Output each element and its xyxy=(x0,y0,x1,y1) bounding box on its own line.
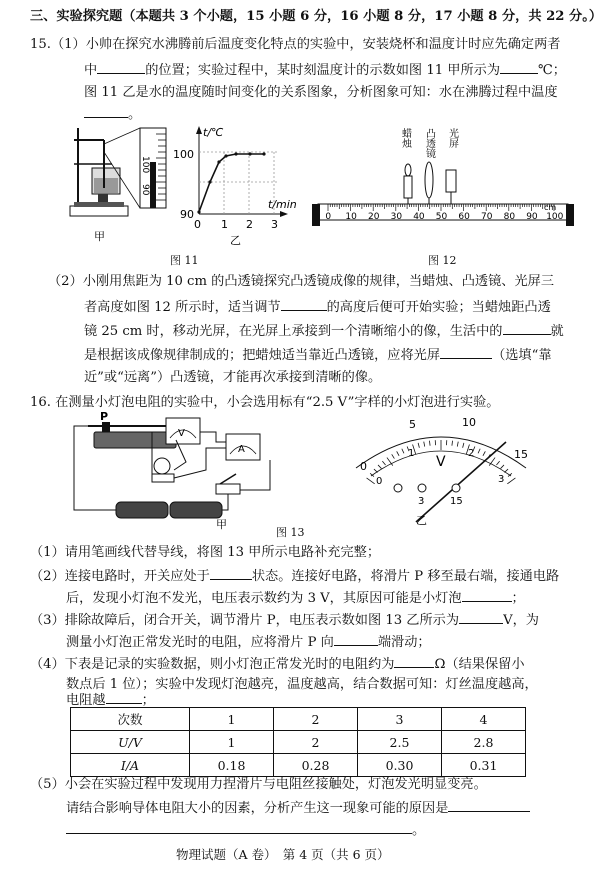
answer-blank xyxy=(106,690,142,704)
dial-inner-0: 0 xyxy=(376,476,383,487)
answer-blank xyxy=(394,654,434,668)
dial-tick xyxy=(367,478,375,484)
fig11-x2: 2 xyxy=(246,218,253,231)
ruler-label: 80 xyxy=(503,212,516,222)
screen-label: 光屏 xyxy=(446,128,458,148)
q16-s5-cont: 请结合影响导体电阻大小的因素，分析产生这一现象可能的原因是 xyxy=(66,798,530,818)
fig11-xlabel: t/min xyxy=(268,198,297,211)
dial-tick xyxy=(378,465,381,469)
fig12-caption: 图 12 xyxy=(428,254,457,267)
table-header: 4 xyxy=(442,708,526,731)
section-title: 三、实验探究题（本题共 3 个小题，15 小题 6 分，16 小题 8 分，17 小题 8 分，共 22 分。） xyxy=(30,9,603,24)
dial-tick xyxy=(463,443,464,448)
dial-tick xyxy=(374,469,378,472)
ruler-label: 90 xyxy=(526,212,538,222)
fig11-caption: 图 11 xyxy=(170,254,199,267)
fig11-jia-label: 甲 xyxy=(94,230,105,243)
answer-blank xyxy=(334,632,378,646)
answer-blank xyxy=(462,588,512,602)
dial-tick xyxy=(507,478,515,484)
q16-s4-cont: 数点后 1 位）；实验中发现灯泡越亮，温度越高，结合数据可知：灯丝温度越高， xyxy=(66,677,538,692)
q16-s5-end: 。 xyxy=(66,820,425,840)
candle-label: 蜡烛 xyxy=(399,128,411,148)
table-cell: 1 xyxy=(190,731,274,754)
table-header: 1 xyxy=(190,708,274,731)
figure-11 xyxy=(64,122,304,250)
answer-blank xyxy=(66,820,412,834)
table-cell: 0.30 xyxy=(358,754,442,777)
q15-p2-line3: 镜 25 cm 时，移动光屏，在光屏上承接到一个清晰缩小的像，生活中的 就 xyxy=(84,321,564,341)
dial-tick xyxy=(429,441,430,446)
answer-blank xyxy=(440,345,492,359)
dial-tick xyxy=(418,443,419,448)
q16-s3-cont: 测量小灯泡正常发光时的电阻，应将滑片 P 向 端滑动； xyxy=(66,632,431,652)
thermo-100-label: 100 xyxy=(140,156,150,174)
terminal-3: 3 xyxy=(418,496,425,507)
dial-tick xyxy=(392,454,395,458)
dial-tick xyxy=(397,451,399,455)
q16-s1: （1）请用笔画线代替导线，将图 13 甲所示电路补充完整； xyxy=(30,545,381,560)
thermo-90-label: 90 xyxy=(140,184,150,196)
ruler-label: 70 xyxy=(481,212,493,222)
ruler-label: 40 xyxy=(413,212,425,222)
dial-tick xyxy=(478,449,480,454)
dial-tick xyxy=(457,442,458,447)
table-cell: 2.8 xyxy=(442,731,526,754)
ruler-label: 0 xyxy=(325,212,332,222)
page-footer: 物理试题（A 卷） 第 4 页（共 6 页） xyxy=(176,847,390,862)
ruler-label: 20 xyxy=(368,212,380,222)
table-cell: 0.31 xyxy=(442,754,526,777)
ruler-label: 60 xyxy=(458,212,470,222)
ruler-label: 30 xyxy=(390,212,403,222)
q16-s5: （5）小会在实验过程中发现用力捏滑片与电阻丝接触处，灯泡发光明显变亮。 xyxy=(30,777,487,792)
fig13-jia-label: 甲 xyxy=(216,518,227,530)
fig13-yi-label: 乙 xyxy=(416,514,427,527)
ruler-label: 10 xyxy=(345,212,357,222)
answer-blank xyxy=(281,297,327,311)
fig11-x3: 3 xyxy=(271,218,278,231)
answer-blank xyxy=(500,60,538,74)
q15-p2-line4: 是根据该成像规律制成的；把蜡烛适当靠近凸透镜，应将光屏 （选填“靠 xyxy=(84,345,552,365)
dial-outer-5: 5 xyxy=(409,418,416,431)
answer-blank xyxy=(84,104,128,118)
table-header: 3 xyxy=(358,708,442,731)
dial-needle xyxy=(416,442,506,522)
dial-tick xyxy=(501,465,504,469)
figure-13 xyxy=(66,412,556,530)
dial-tick xyxy=(504,469,508,472)
unit-label: cm xyxy=(544,203,557,212)
fig11-y90: 90 xyxy=(180,208,194,221)
answer-blank xyxy=(503,321,551,335)
figure-12 xyxy=(312,118,574,228)
fig11-yi-label: 乙 xyxy=(230,234,241,247)
ammeter-label: A xyxy=(238,444,245,455)
slider-p-label: P xyxy=(100,412,109,423)
table-row xyxy=(71,754,526,777)
table-cell: 2.5 xyxy=(358,731,442,754)
answer-blank xyxy=(97,60,145,74)
answer-blank xyxy=(210,566,252,580)
dial-tick xyxy=(508,473,512,476)
dial-v-label: V xyxy=(436,454,446,470)
fig11-x1: 1 xyxy=(221,218,228,231)
q15-line2: 中 的位置；实验过程中，某时刻温度计的示数如图 11 甲所示为 ℃； xyxy=(84,60,566,80)
table-header: 次数 xyxy=(71,708,190,731)
terminal-15: 15 xyxy=(450,496,463,507)
q15-p2-line2: 者高度如图 12 所示时，适当调节 的高度后便可开始实验；当蜡烛距凸透 xyxy=(84,297,551,317)
table-row xyxy=(71,731,526,754)
fig11-y100: 100 xyxy=(173,148,194,161)
dial-tick xyxy=(452,441,453,446)
dial-tick xyxy=(496,461,499,465)
dial-tick xyxy=(424,442,425,447)
table-cell: U/V xyxy=(71,731,190,754)
dial-inner-1: 1 xyxy=(408,448,415,459)
dial-outer-15: 15 xyxy=(514,448,528,461)
q15-line1: 15.（1）小帅在探究水沸腾前后温度变化特点的实验中，安装烧杯和温度计时应先确定两者 xyxy=(30,37,561,52)
q15-line4: 。 xyxy=(84,104,141,124)
table-cell: 0.18 xyxy=(190,754,274,777)
fig11-ylabel: t/℃ xyxy=(203,126,224,139)
data-table xyxy=(70,707,526,777)
q16-intro: 16. 在测量小灯泡电阻的实验中，小会选用标有“2.5 V”字样的小灯泡进行实验。 xyxy=(30,395,500,410)
table-cell: 2 xyxy=(274,731,358,754)
q16-s4: （4）下表是记录的实验数据，则小灯泡正常发光时的电阻约为 Ω（结果保留小 xyxy=(30,654,525,674)
table-header: 2 xyxy=(274,708,358,731)
dial-tick xyxy=(382,461,385,465)
q16-s2-cont: 后，发现小灯泡不发光，电压表示数约为 3 V，其原因可能是小灯泡 ； xyxy=(66,588,525,608)
dial-outer-10: 10 xyxy=(462,416,476,429)
answer-blank xyxy=(459,610,503,624)
dial-tick xyxy=(370,473,374,476)
dial-tick xyxy=(402,449,404,454)
q15-p2-line1: （2）小刚用焦距为 10 cm 的凸透镜探究凸透镜成像的规律，当蜡烛、凸透镜、光屏三 xyxy=(48,274,555,289)
table-cell: 0.28 xyxy=(274,754,358,777)
dial-inner-2: 2 xyxy=(468,448,475,459)
q15-line3: 图 11 乙是水的温度随时间变化的关系图象，分析图象可知：水在沸腾过程中温度 xyxy=(84,85,558,100)
dial-outer-0: 0 xyxy=(360,460,367,473)
table-header-row xyxy=(71,708,526,731)
q15-p2-line5: 近”或“远离”）凸透镜，才能再次承接到清晰的像。 xyxy=(84,370,382,385)
ruler-label: 50 xyxy=(435,212,448,222)
voltmeter-label: V xyxy=(178,428,185,439)
q16-s2: （2）连接电路时，开关应处于 状态。连接好电路，将滑片 P 移至最右端，接通电路 xyxy=(30,566,559,586)
ruler-label: 100 xyxy=(546,212,564,222)
dial-inner-3: 3 xyxy=(498,474,505,485)
fig13-caption: 图 13 xyxy=(276,526,305,539)
q16-s3: （3）排除故障后，闭合开关，调节滑片 P，电压表示数如图 13 乙所示为 V，为 xyxy=(30,610,539,630)
dial-tick xyxy=(483,451,485,455)
fig11-x0: 0 xyxy=(194,218,201,231)
table-cell: I/A xyxy=(71,754,190,777)
lens-label: 凸透镜 xyxy=(423,128,435,158)
answer-blank xyxy=(448,798,530,812)
q16-s4-end: 电阻越 ； xyxy=(66,690,155,710)
